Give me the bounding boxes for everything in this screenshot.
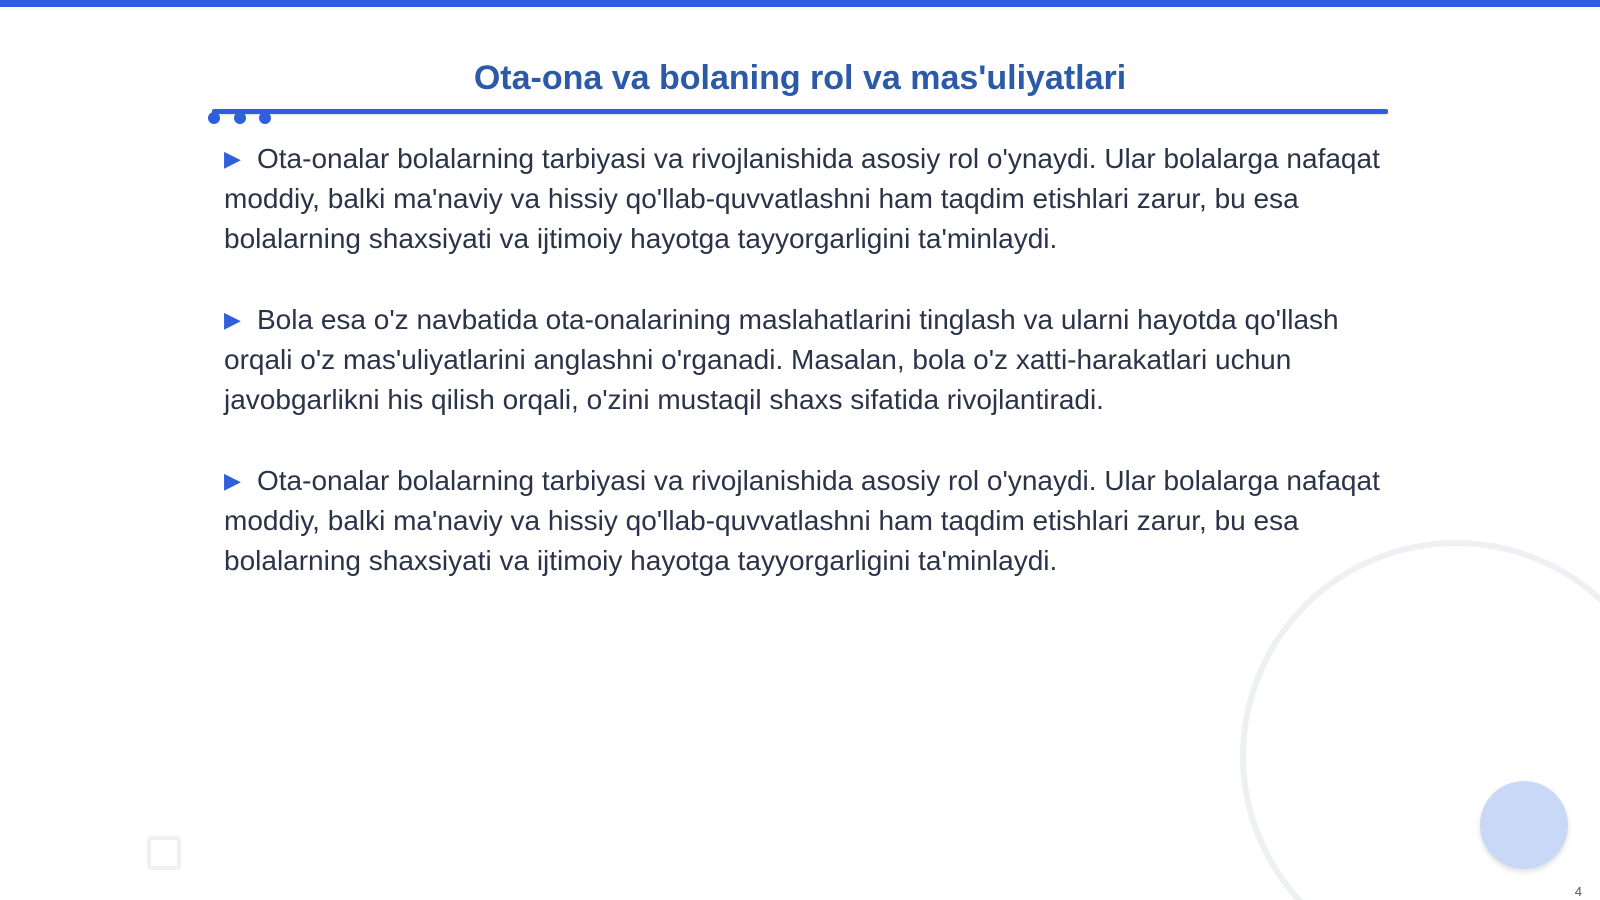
- bullet-list: [224, 139, 1384, 622]
- title-underline: [212, 109, 1388, 114]
- decorative-dot: [208, 112, 220, 124]
- top-accent-bar: [0, 0, 1600, 7]
- bullet-item: [224, 139, 1384, 259]
- decorative-circle: [1480, 781, 1568, 869]
- triangle-bullet-icon: ▶: [224, 307, 241, 332]
- triangle-bullet-icon: ▶: [224, 146, 241, 171]
- decorative-dot: [259, 112, 271, 124]
- decorative-square: [147, 836, 181, 870]
- bullet-text: Bola esa o'z navbatida ota-onalarining maslahatlarini tinglash va ularni hayotda qo'llash orqali o'z mas'uliyatlarini anglashni o'rganadi. Masalan, bola o'z xatti-harakatlari uchun javobgarlikni his qilish orqali, o'zini mustaqil shaxs sifatida rivojlantiradi.: [224, 304, 1339, 415]
- bullet-item: [224, 461, 1384, 581]
- page-number: 4: [1574, 884, 1582, 899]
- bullet-item: [224, 300, 1384, 420]
- bullet-text: Ota-onalar bolalarning tarbiyasi va rivojlanishida asosiy rol o'ynaydi. Ular bolalarga nafaqat moddiy, balki ma'naviy va hissiy qo'llab-quvvatlashni ham taqdim etishlari zarur, bu esa bolalarning shaxsiyati va ijtimoiy hayotga tayyorgarligini ta'minlaydi.: [224, 143, 1380, 254]
- decorative-dot: [234, 112, 246, 124]
- triangle-bullet-icon: ▶: [224, 468, 241, 493]
- bullet-text: Ota-onalar bolalarning tarbiyasi va rivojlanishida asosiy rol o'ynaydi. Ular bolalarga nafaqat moddiy, balki ma'naviy va hissiy qo'llab-quvvatlashni ham taqdim etishlari zarur, bu esa bolalarning shaxsiyati va ijtimoiy hayotga tayyorgarligini ta'minlaydi.: [224, 465, 1380, 576]
- slide-title: Ota-ona va bolaning rol va mas'uliyatlari: [473, 59, 1127, 97]
